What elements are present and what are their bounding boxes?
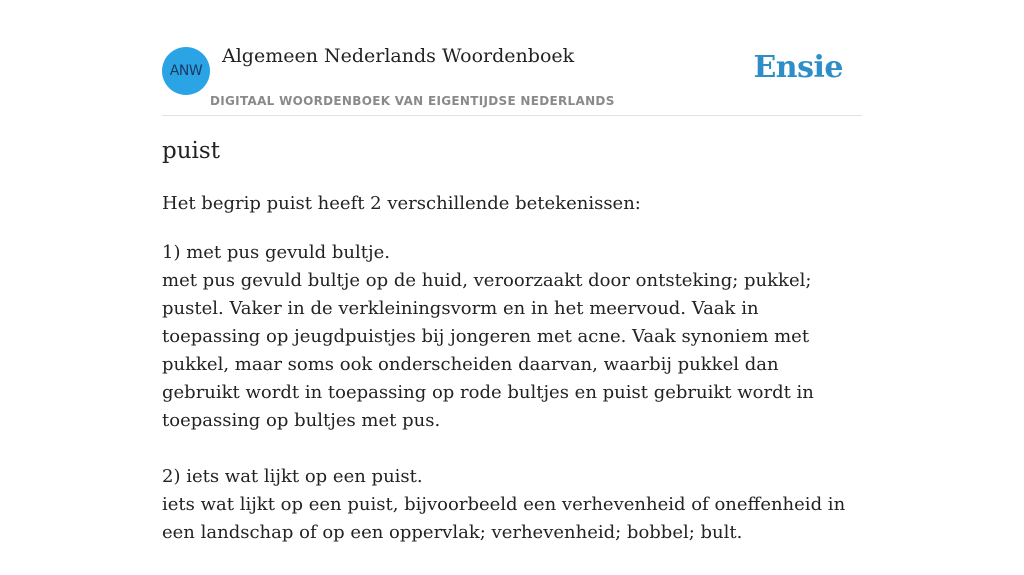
site-header <box>162 0 862 116</box>
meaning-definition: iets wat lijkt op een puist, bijvoorbeeld een verhevenheid of oneffenheid in een landschap of op een oppervlak; verhevenheid; bobbel; bult. <box>162 494 846 543</box>
meaning-item <box>162 463 862 547</box>
meaning-definition: met pus gevuld bultje op de huid, veroorzaakt door ontsteking; pukkel; pustel. Vaker in de verkleiningsvorm en in het meervoud. Vaak in toepassing op jeugdpuistjes bij jongeren met acne. Vaak synoniem met pukkel, maar soms ook onderscheiden daarvan, waarbij pukkel dan gebruikt wordt in toepassing op rode bultjes en puist gebruikt wordt in toepassing op bultjes met pus. <box>162 270 814 431</box>
meanings-list <box>162 239 862 575</box>
entry-intro: Het begrip puist heeft 2 verschillende betekenissen: <box>162 193 641 214</box>
meaning-heading: 1) met pus gevuld bultje. <box>162 242 390 263</box>
meaning-heading: 2) iets wat lijkt op een puist. <box>162 466 423 487</box>
site-title[interactable]: Algemeen Nederlands Woordenboek <box>222 45 575 67</box>
anw-logo[interactable]: ANW <box>162 47 210 95</box>
ensie-brand-link[interactable]: Ensie <box>753 50 843 85</box>
meaning-item <box>162 239 862 435</box>
site-subtitle: DIGITAAL WOORDENBOEK VAN EIGENTIJDSE NEDERLANDS <box>210 94 615 108</box>
entry-word: puist <box>162 138 220 164</box>
page <box>162 0 862 543</box>
